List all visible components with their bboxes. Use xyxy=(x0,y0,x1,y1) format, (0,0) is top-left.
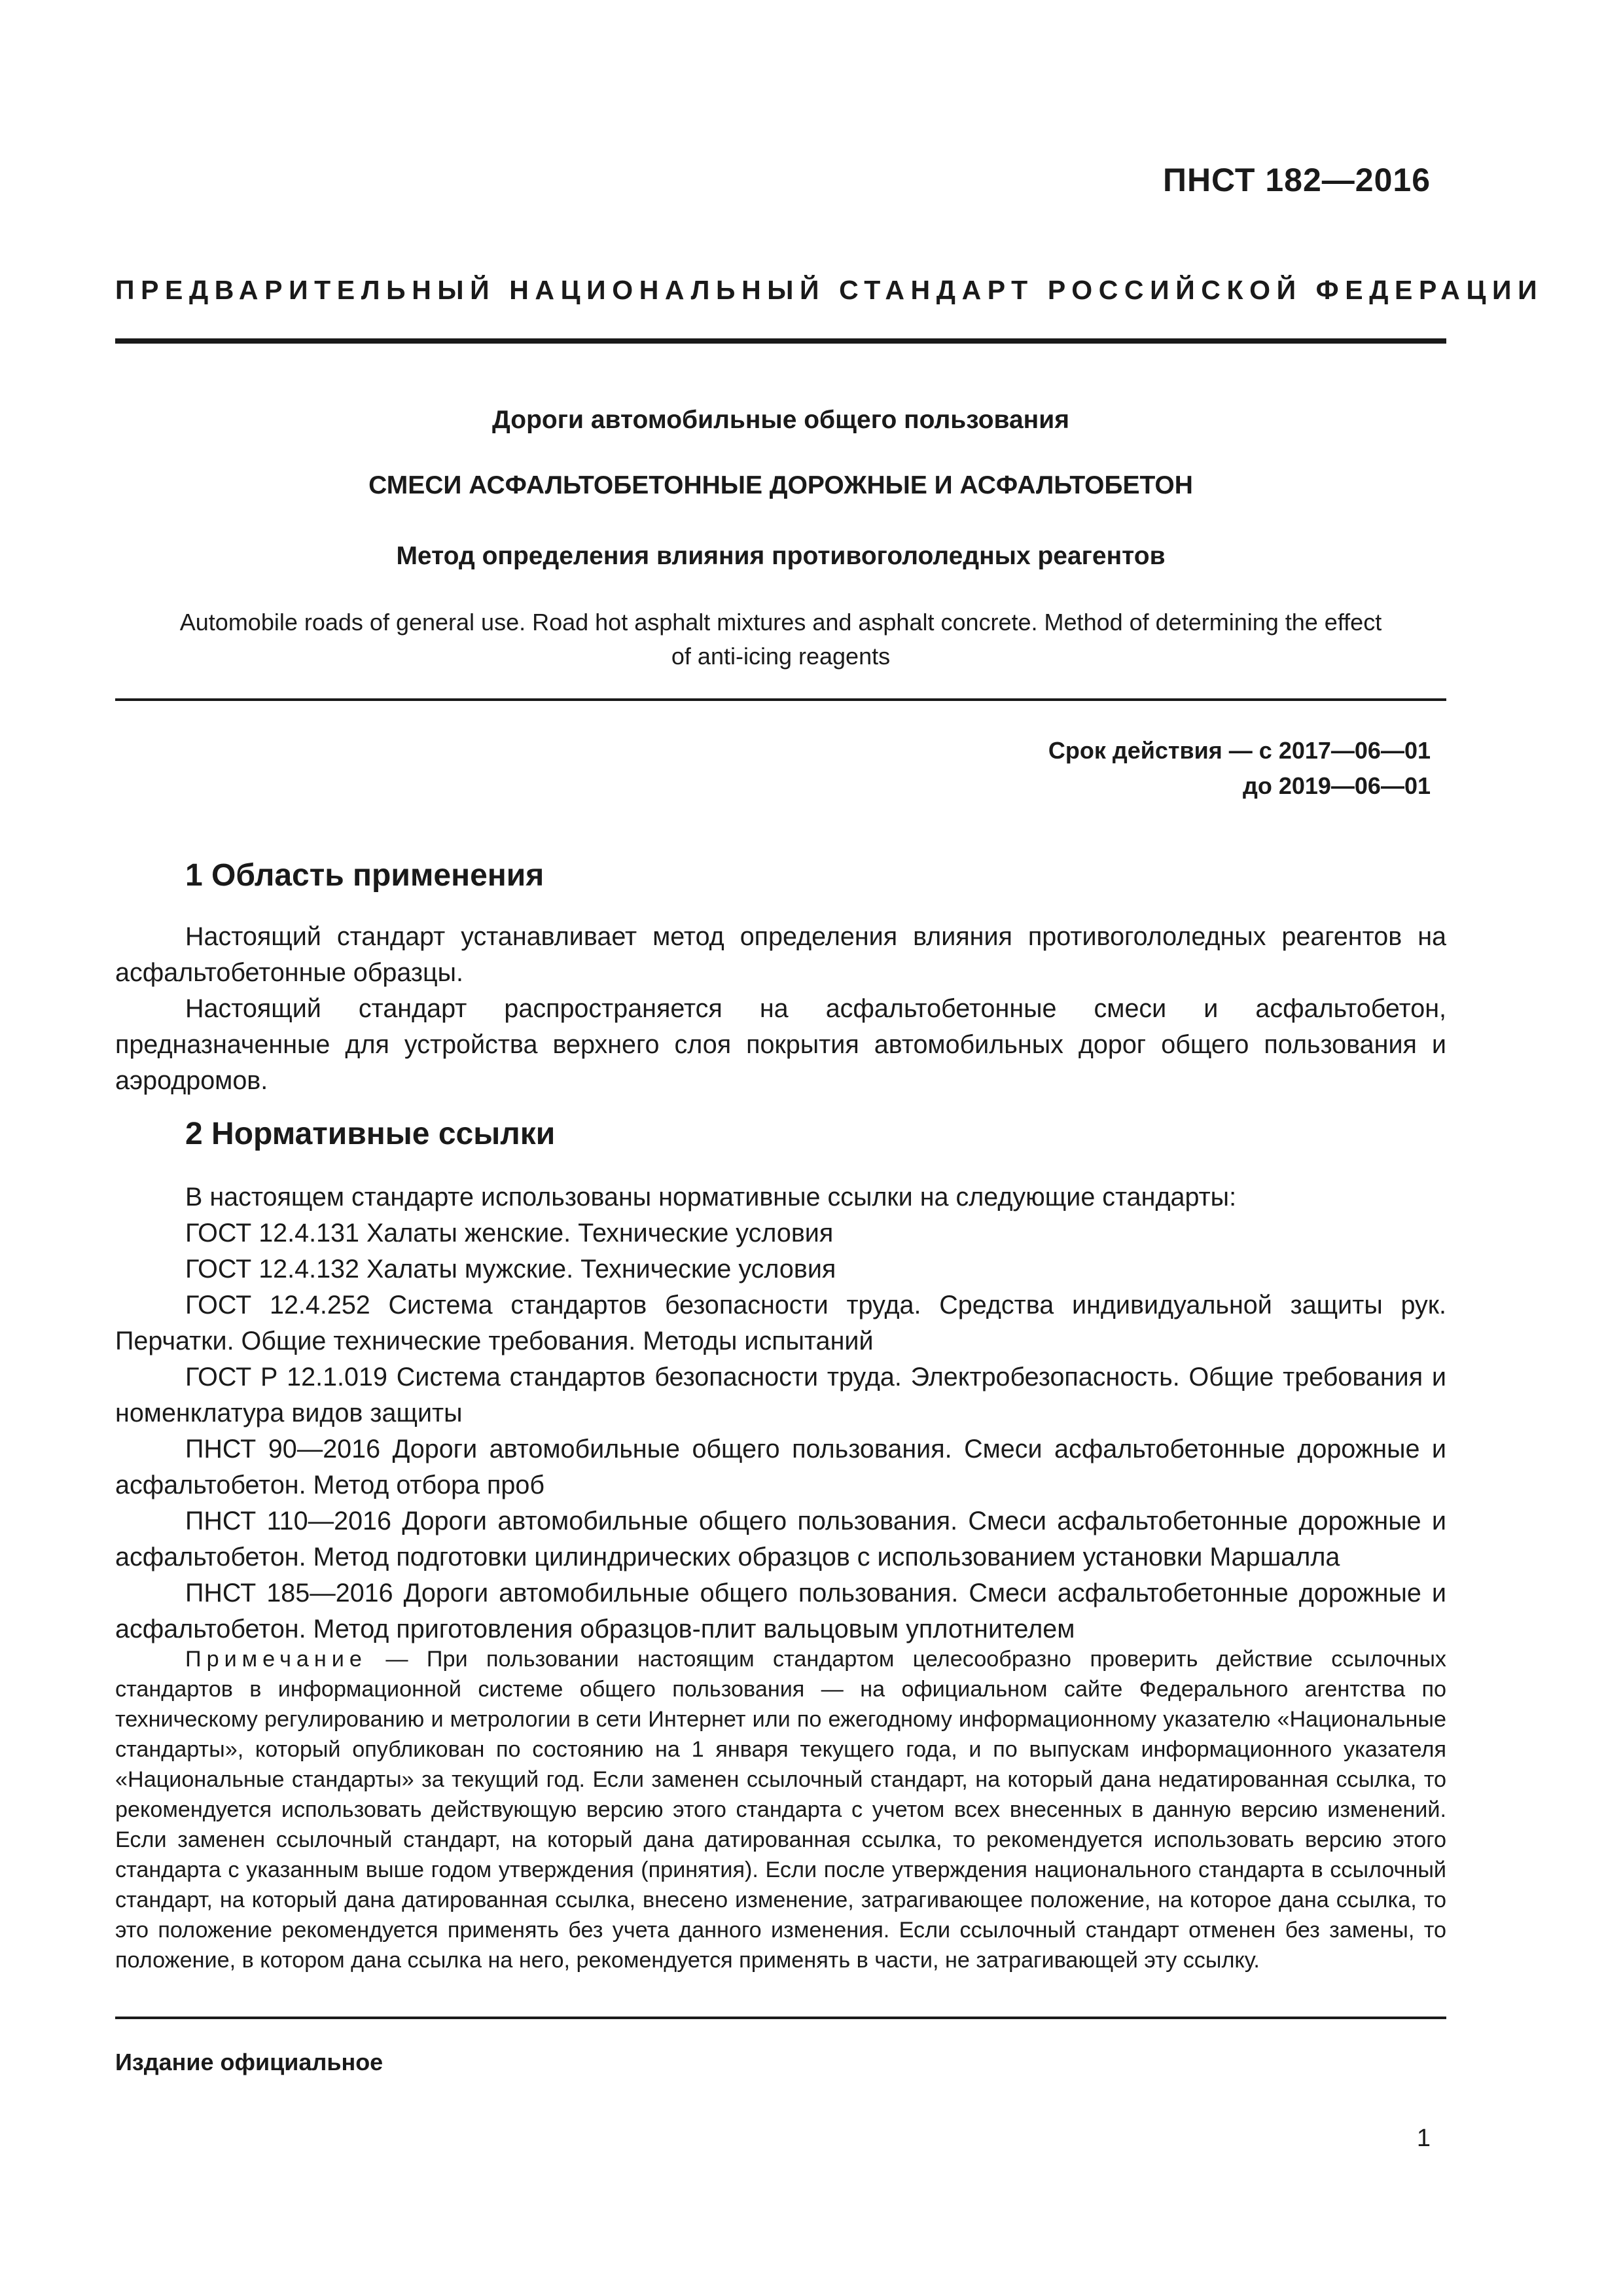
document-code: ПНСТ 182—2016 xyxy=(1163,162,1431,198)
note-text: — При пользовании настоящим стандартом целесообразно проверить действие ссылочных стандартов в информационной системе общего пользования — на официальном сайте Федерального агентства по техническому регулированию и метрологии в сети Интернет или по ежегодному информационному указателю «Национальные стандарты», который опубликован по состоянию на 1 января текущего года, и по выпускам информационного указателя «Национальные стандарты» за текущий год. Если заменен ссылочный стандарт, на который дана недатированная ссылка, то рекомендуется использовать действующую версию этого стандарта с учетом всех внесенных в данную версию изменений. Если заменен ссылочный стандарт, на который дана датированная ссылка, то рекомендуется использовать версию этого стандарта с указанным выше годом утверждения (принятия). Если после утверждения национального стандарта в ссылочный стандарт, на который дана датированная ссылка, внесено изменение, затрагивающее положение, на которое дана ссылка, то это положение рекомендуется применять без учета данного изменения. Если ссылочный стандарт отменен без замены, то положение, в котором дана ссылка на него, рекомендуется применять в части, не затрагивающей эту ссылку. xyxy=(115,1647,1446,1973)
standard-type-heading: ПРЕДВАРИТЕЛЬНЫЙ НАЦИОНАЛЬНЫЙ СТАНДАРТ РОССИЙСКОЙ ФЕДЕРАЦИИ xyxy=(115,275,1544,305)
page-number: 1 xyxy=(1416,2125,1431,2152)
reference-item: ГОСТ 12.4.252 Система стандартов безопасности труда. Средства индивидуальной защиты рук. Перчатки. Общие технические требования. Методы испытаний xyxy=(115,1291,1446,1355)
section-2-heading: 2 Нормативные ссылки xyxy=(185,1117,556,1151)
reference-item: ГОСТ 12.4.131 Халаты женские. Технические условия xyxy=(185,1219,834,1247)
note-label: Примечание xyxy=(185,1647,367,1672)
reference-item: ПНСТ 90—2016 Дороги автомобильные общего пользования. Смеси асфальтобетонные дорожные и асфальтобетон. Метод отбора проб xyxy=(115,1435,1446,1499)
validity-period xyxy=(1048,733,1431,804)
validity-from: Срок действия — с 2017—06—01 xyxy=(1048,737,1431,764)
section-1-body xyxy=(115,919,1446,1099)
english-title xyxy=(137,605,1424,673)
footer-divider xyxy=(115,2017,1446,2019)
section-1-heading: 1 Область применения xyxy=(185,858,544,893)
english-title-line-2: of anti-icing reagents xyxy=(671,643,891,670)
note-block xyxy=(115,1644,1446,1975)
reference-item: ПНСТ 185—2016 Дороги автомобильные общего пользования. Смеси асфальтобетонные дорожные и асфальтобетон. Метод приготовления образцов-плит вальцовым уплотнителем xyxy=(115,1579,1446,1643)
edition-label: Издание официальное xyxy=(115,2049,383,2075)
english-title-line-1: Automobile roads of general use. Road hot asphalt mixtures and asphalt concrete. Method of determining the effect xyxy=(179,609,1382,636)
header-divider xyxy=(115,338,1446,344)
title-line-3: Метод определения влияния противогололедных реагентов xyxy=(396,542,1166,570)
validity-to: до 2019—06—01 xyxy=(1242,772,1431,799)
paragraph: Настоящий стандарт распространяется на асфальтобетонные смеси и асфальтобетон, предназначенные для устройства верхнего слоя покрытия автомобильных дорог общего пользования и аэродромов. xyxy=(115,994,1446,1095)
paragraph: Настоящий стандарт устанавливает метод определения влияния противогололедных реагентов на асфальтобетонные образцы. xyxy=(115,922,1446,987)
title-divider xyxy=(115,698,1446,701)
reference-item: ПНСТ 110—2016 Дороги автомобильные общего пользования. Смеси асфальтобетонные дорожные и асфальтобетон. Метод подготовки цилиндрических образцов с использованием установки Маршалла xyxy=(115,1507,1446,1571)
title-line-1: Дороги автомобильные общего пользования xyxy=(492,406,1069,434)
references-intro: В настоящем стандарте использованы нормативные ссылки на следующие стандарты: xyxy=(185,1183,1237,1211)
section-2-body xyxy=(115,1179,1446,1647)
reference-item: ГОСТ Р 12.1.019 Система стандартов безопасности труда. Электробезопасность. Общие требования и номенклатура видов защиты xyxy=(115,1363,1446,1427)
title-line-2: СМЕСИ АСФАЛЬТОБЕТОННЫЕ ДОРОЖНЫЕ И АСФАЛЬТОБЕТОН xyxy=(368,471,1193,499)
reference-item: ГОСТ 12.4.132 Халаты мужские. Технические условия xyxy=(185,1255,836,1283)
